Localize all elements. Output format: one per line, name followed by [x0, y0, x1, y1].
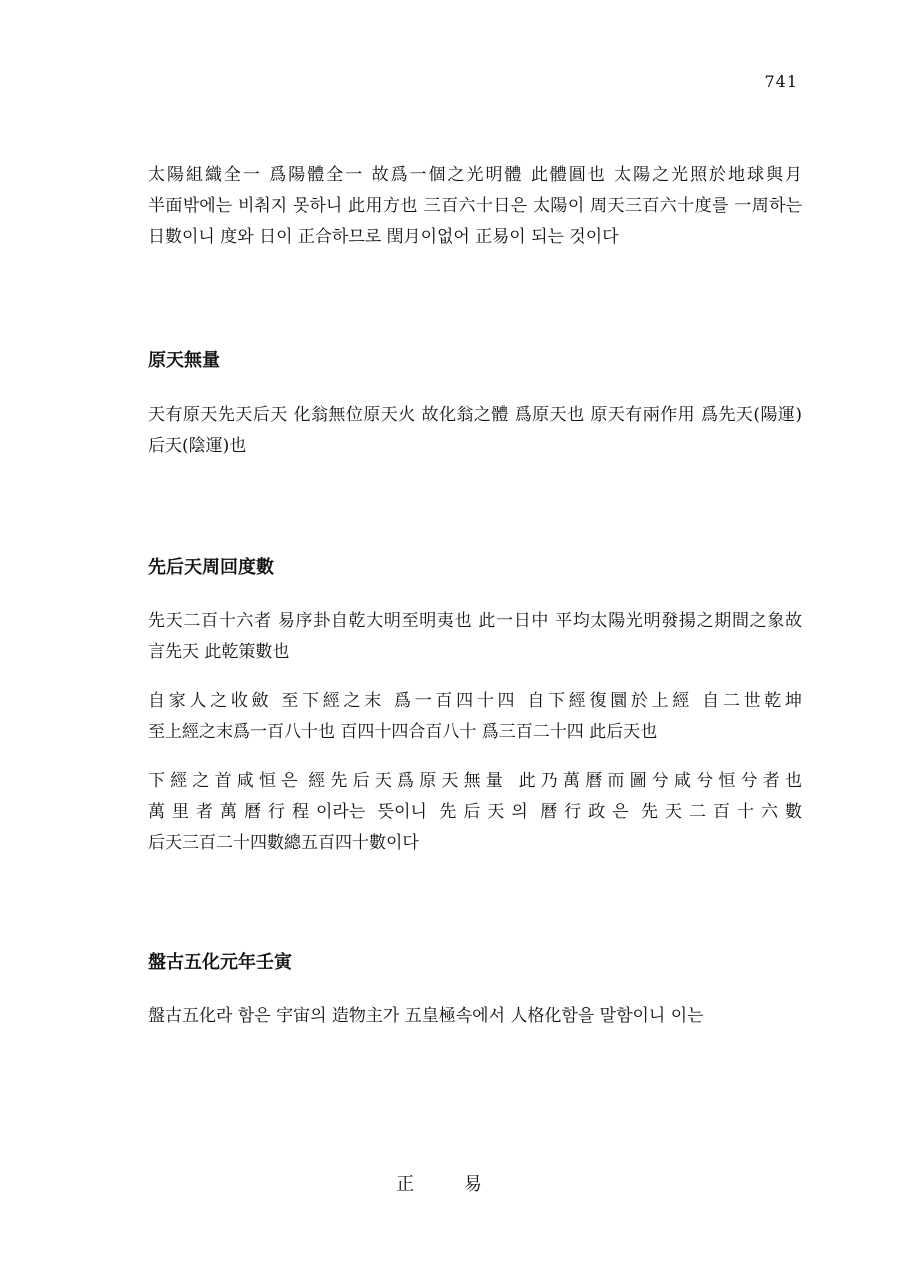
footer-title: 正 易 [396, 1174, 504, 1195]
page-body [148, 160, 802, 1032]
xian-hou-tian-paragraph-1: 先天二百十六者 易序卦自乾大明至明夷也 此一日中 平均太陽光明發揚之期間之象故 言先天 此乾策數也 [148, 611, 802, 662]
xian-hou-tian-paragraph-3: 下經之首咸恒은 經先后天爲原天無量 此乃萬曆而圖兮咸兮恒兮者也 萬里者萬曆行程이라는 뜻이니 先后天의 曆行政은 先天二百十六數 后天三百二十四數總五百四十數이다 [148, 771, 802, 853]
yuan-tian-paragraph: 天有原天先天后天 化翁無位原天火 故化翁之體 爲原天也 原天有兩作用 爲先天(陽運)后天(陰運)也 [148, 405, 802, 456]
xian-hou-tian-paragraph-2: 自家人之收斂 至下經之末 爲一百四十四 自下經復圜於上經 自二世乾坤 至上經之末爲一百八十也 百四十四合百八十 爲三百二十四 此后天也 [148, 691, 802, 742]
intro-paragraph: 太陽組織全一 爲陽體全一 故爲一個之光明體 此體圓也 太陽之光照於地球與月 半面밖에는 비춰지 못하니 此用方也 三百六十日은 太陽이 周天三百六十度를 一周하는 日數이니 度와 日이 正合하므로 閏月이없어 正易이 되는 것이다 [148, 165, 802, 247]
section-heading-xian-hou-tian: 先后天周回度數 [148, 557, 274, 578]
section-heading-yuan-tian: 原天無量 [148, 350, 220, 371]
page-number: 741 [764, 72, 798, 91]
section-heading-pan-gu: 盤古五化元年壬寅 [148, 952, 292, 973]
pan-gu-paragraph: 盤古五化라 함은 宇宙의 造物主가 五皇極속에서 人格化함을 말함이니 이는 [148, 1006, 704, 1026]
